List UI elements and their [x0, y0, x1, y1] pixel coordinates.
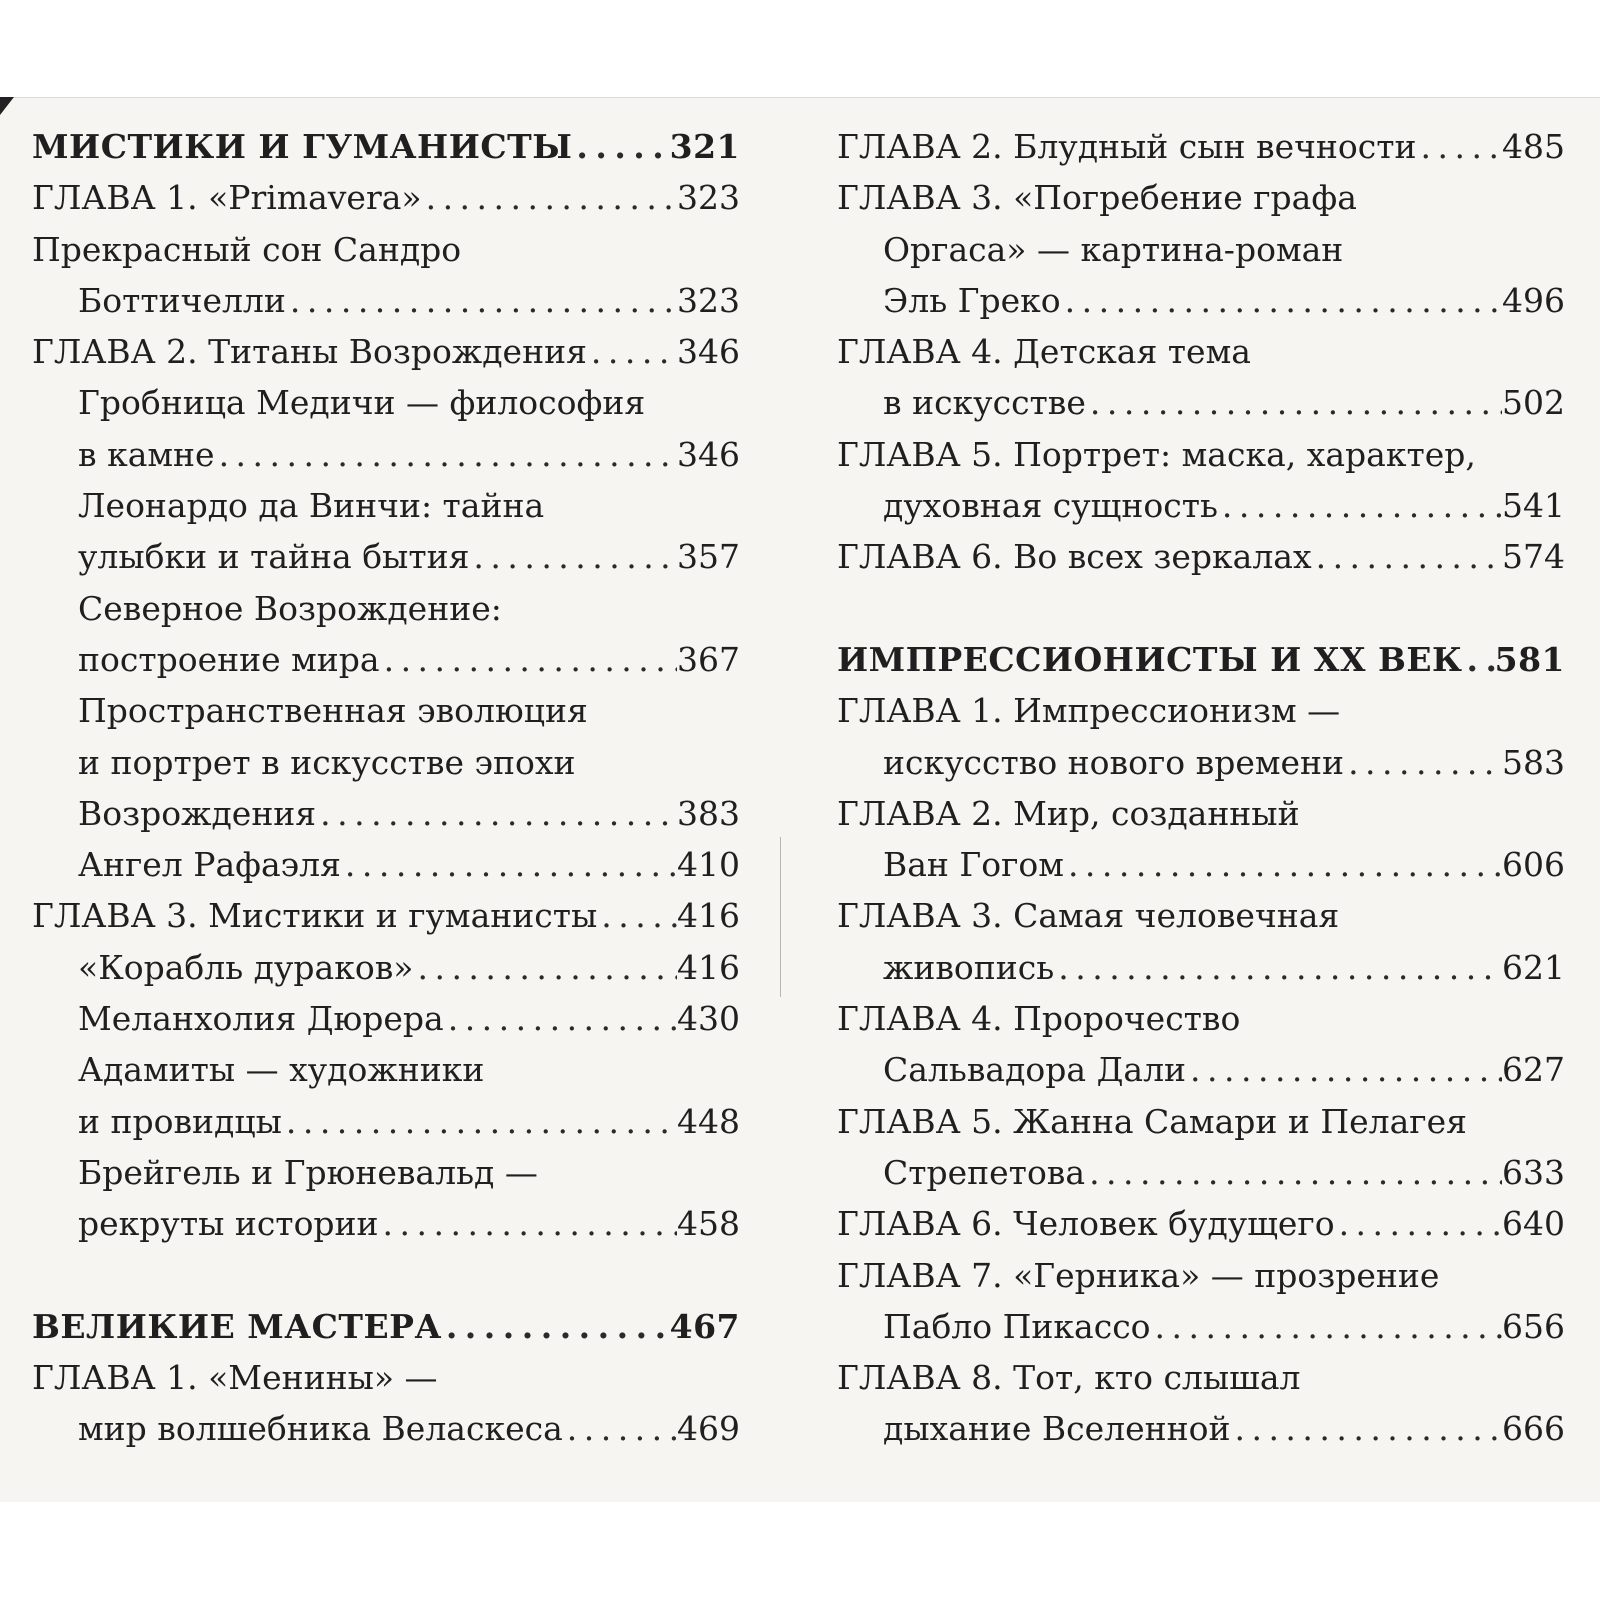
toc-entry-text: ГЛАВА 4. Пророчество	[837, 999, 1241, 1039]
toc-leader-dots	[572, 121, 669, 172]
toc-leader-dots	[379, 1198, 677, 1249]
toc-entry-line	[32, 1096, 740, 1147]
toc-entry-line	[837, 377, 1565, 428]
toc-page-number: 541	[1502, 486, 1565, 526]
toc-page-number: 416	[677, 947, 740, 987]
toc-right-column	[837, 121, 1565, 1455]
toc-leader-dots	[587, 326, 677, 377]
toc-chapter-line	[837, 890, 1565, 941]
toc-entry-text: «Корабль дураков»	[78, 947, 414, 987]
toc-entry-line	[837, 737, 1565, 788]
toc-page-number: 346	[677, 434, 740, 474]
toc-entry-line	[32, 737, 740, 788]
toc-page-number: 640	[1502, 1204, 1565, 1244]
toc-chapter-line	[32, 326, 740, 377]
toc-entry-text: Эль Греко	[883, 280, 1061, 320]
toc-entry-line	[32, 993, 740, 1044]
toc-entry-text: ГЛАВА 6. Во всех зеркалах	[837, 537, 1312, 577]
toc-chapter-line	[837, 121, 1565, 172]
toc-entry-text: ГЛАВА 8. Тот, кто слышал	[837, 1358, 1301, 1398]
toc-entry-text: ГЛАВА 5. Жанна Самари и Пелагея	[837, 1101, 1467, 1141]
toc-chapter-line	[837, 1352, 1565, 1403]
toc-entry-line	[837, 942, 1565, 993]
toc-page-number: 485	[1502, 127, 1565, 166]
toc-entry-text: Гробница Медичи — философия	[78, 383, 646, 423]
toc-entry-text: ГЛАВА 2. Блудный сын вечности	[837, 127, 1417, 166]
toc-leader-dots	[469, 531, 677, 582]
toc-leader-dots	[444, 993, 677, 1044]
toc-leader-dots	[1335, 1198, 1502, 1249]
toc-entry-line	[837, 839, 1565, 890]
toc-entry-text: ИМПРЕССИОНИСТЫ И XX ВЕК	[837, 639, 1463, 679]
toc-gap	[32, 1250, 740, 1301]
toc-left-column	[32, 121, 740, 1455]
toc-leader-dots	[1086, 377, 1502, 428]
toc-leader-dots	[282, 1096, 677, 1147]
toc-chapter-line	[837, 1198, 1565, 1249]
toc-chapter-line	[837, 326, 1565, 377]
toc-entry-line	[32, 1147, 740, 1198]
toc-page-number: 323	[677, 280, 740, 320]
toc-page-number: 583	[1502, 742, 1565, 782]
toc-entry-text: искусство нового времени	[883, 742, 1345, 782]
toc-entry-text: Ван Гогом	[883, 845, 1064, 885]
toc-entry-line	[32, 685, 740, 736]
toc-chapter-line	[32, 1352, 740, 1403]
toc-chapter-line	[837, 531, 1565, 582]
toc-entry-text: Оргаса» — картина-роман	[883, 229, 1344, 269]
toc-entry-text: дыхание Вселенной	[883, 1409, 1231, 1449]
toc-page-number: 448	[677, 1101, 740, 1141]
toc-page-number: 321	[669, 127, 740, 166]
toc-leader-dots	[1417, 121, 1502, 172]
toc-entry-text: духовная сущность	[883, 486, 1218, 526]
toc-gap	[837, 583, 1565, 634]
book-page	[0, 97, 1600, 1502]
toc-section-heading	[837, 634, 1565, 685]
toc-entry-line	[32, 634, 740, 685]
toc-leader-dots	[1218, 480, 1502, 531]
toc-leader-dots	[422, 172, 677, 223]
toc-entry-text: ВЕЛИКИЕ МАСТЕРА	[32, 1306, 442, 1346]
toc-chapter-line	[837, 993, 1565, 1044]
toc-leader-dots	[1186, 1044, 1502, 1095]
toc-entry-text: ГЛАВА 1. «Менины» —	[32, 1358, 438, 1398]
toc-page-number: 323	[677, 178, 740, 218]
toc-entry-text: улыбки и тайна бытия	[78, 537, 470, 577]
toc-leader-dots	[215, 429, 677, 480]
toc-entry-line	[32, 531, 740, 582]
toc-leader-dots	[1312, 531, 1502, 582]
toc-entry-line	[837, 1403, 1565, 1454]
toc-entry-text: построение мира	[78, 639, 380, 679]
toc-entry-text: ГЛАВА 2. Титаны Возрождения	[32, 332, 587, 372]
toc-page-number: 410	[677, 845, 740, 885]
toc-page-number: 574	[1502, 537, 1565, 577]
toc-entry-text: Ангел Рафаэля	[78, 845, 341, 885]
toc-entry-line	[32, 1198, 740, 1249]
toc-entry-text: ГЛАВА 1. «Primavera»	[32, 178, 422, 218]
toc-entry-text: Пабло Пикассо	[883, 1306, 1151, 1346]
toc-page-number: 656	[1502, 1306, 1565, 1346]
toc-page-number: 346	[677, 332, 740, 372]
toc-entry-text: в камне	[78, 434, 215, 474]
toc-chapter-line	[32, 224, 740, 275]
toc-chapter-line	[837, 429, 1565, 480]
toc-page-number: 606	[1502, 845, 1565, 885]
toc-entry-text: в искусстве	[883, 383, 1086, 423]
toc-leader-dots	[1085, 1147, 1502, 1198]
toc-leader-dots	[1061, 275, 1502, 326]
toc-entry-text: ГЛАВА 1. Импрессионизм —	[837, 691, 1341, 731]
toc-leader-dots	[1463, 634, 1495, 685]
toc-entry-text: живопись	[883, 947, 1055, 987]
toc-entry-text: Северное Возрождение:	[78, 588, 502, 628]
toc-entry-text: ГЛАВА 7. «Герника» — прозрение	[837, 1255, 1440, 1295]
toc-entry-text: ГЛАВА 3. Мистики и гуманисты	[32, 896, 598, 936]
toc-entry-text: ГЛАВА 4. Детская тема	[837, 332, 1251, 372]
toc-entry-text: Прекрасный сон Сандро	[32, 229, 462, 269]
toc-chapter-line	[32, 172, 740, 223]
toc-entry-text: Меланхолия Дюрера	[78, 999, 444, 1039]
toc-entry-text: Пространственная эволюция	[78, 691, 588, 731]
toc-entry-text: ГЛАВА 5. Портрет: маска, характер,	[837, 434, 1476, 474]
toc-entry-line	[32, 429, 740, 480]
toc-entry-text: рекруты истории	[78, 1204, 379, 1244]
toc-entry-text: ГЛАВА 3. «Погребение графа	[837, 178, 1357, 218]
toc-entry-line	[32, 583, 740, 634]
toc-chapter-line	[837, 788, 1565, 839]
toc-page-number: 383	[677, 793, 740, 833]
toc-entry-line	[837, 1044, 1565, 1095]
toc-chapter-line	[837, 1250, 1565, 1301]
toc-leader-dots	[563, 1403, 677, 1454]
toc-leader-dots	[1064, 839, 1502, 890]
toc-page-number: 467	[669, 1306, 740, 1346]
toc-page-number: 458	[677, 1204, 740, 1244]
toc-entry-line	[837, 275, 1565, 326]
toc-entry-line	[32, 788, 740, 839]
toc-chapter-line	[837, 172, 1565, 223]
toc-leader-dots	[1230, 1403, 1502, 1454]
column-divider	[780, 837, 781, 997]
toc-leader-dots	[413, 942, 677, 993]
toc-page-number: 621	[1502, 947, 1565, 987]
toc-entry-text: и провидцы	[78, 1101, 282, 1141]
toc-entry-text: ГЛАВА 6. Человек будущего	[837, 1204, 1335, 1244]
toc-page-number: 367	[677, 639, 740, 679]
toc-entry-text: Боттичелли	[78, 280, 286, 320]
toc-entry-text: Сальвадора Дали	[883, 1050, 1187, 1090]
toc-entry-text: МИСТИКИ И ГУМАНИСТЫ	[32, 127, 573, 166]
page-edge	[0, 97, 1600, 98]
toc-entry-text: Возрождения	[78, 793, 317, 833]
toc-entry-line	[837, 224, 1565, 275]
toc-page-number: 666	[1502, 1409, 1565, 1449]
toc-leader-dots	[597, 890, 677, 941]
toc-page-number: 430	[677, 999, 740, 1039]
toc-entry-text: мир волшебника Веласкеса	[78, 1409, 563, 1449]
toc-page-number: 357	[677, 537, 740, 577]
toc-leader-dots	[316, 788, 677, 839]
toc-entry-text: Стрепетова	[883, 1152, 1086, 1192]
toc-page-number: 469	[677, 1409, 740, 1449]
toc-entry-line	[837, 480, 1565, 531]
toc-section-heading	[32, 1301, 740, 1352]
toc-entry-text: ГЛАВА 2. Мир, созданный	[837, 793, 1300, 833]
toc-entry-line	[32, 377, 740, 428]
toc-page-number: 581	[1494, 639, 1565, 679]
toc-entry-line	[32, 480, 740, 531]
toc-entry-line	[32, 1044, 740, 1095]
toc-leader-dots	[380, 634, 677, 685]
toc-entry-text: и портрет в искусстве эпохи	[78, 742, 576, 782]
toc-entry-line	[837, 1301, 1565, 1352]
toc-page-number: 633	[1502, 1152, 1565, 1192]
toc-chapter-line	[32, 890, 740, 941]
toc-entry-text: Леонардо да Винчи: тайна	[78, 486, 545, 526]
toc-entry-line	[32, 839, 740, 890]
toc-chapter-line	[837, 685, 1565, 736]
toc-entry-text: Адамиты — художники	[78, 1050, 485, 1090]
toc-leader-dots	[1344, 737, 1502, 788]
toc-entry-text: ГЛАВА 3. Самая человечная	[837, 896, 1340, 936]
toc-leader-dots	[341, 839, 677, 890]
toc-entry-line	[32, 942, 740, 993]
toc-entry-line	[837, 1147, 1565, 1198]
toc-leader-dots	[442, 1301, 670, 1352]
toc-entry-line	[32, 1403, 740, 1454]
toc-page-number: 496	[1502, 280, 1565, 320]
toc-section-heading	[32, 121, 740, 172]
toc-page-number: 627	[1502, 1050, 1565, 1090]
corner-mark	[0, 97, 14, 115]
toc-leader-dots	[1054, 942, 1502, 993]
toc-entry-line	[32, 275, 740, 326]
toc-leader-dots	[286, 275, 677, 326]
toc-entry-text: Брейгель и Грюневальд —	[78, 1152, 538, 1192]
toc-page-number: 416	[677, 896, 740, 936]
toc-chapter-line	[837, 1096, 1565, 1147]
toc-leader-dots	[1151, 1301, 1502, 1352]
toc-page-number: 502	[1502, 383, 1565, 423]
